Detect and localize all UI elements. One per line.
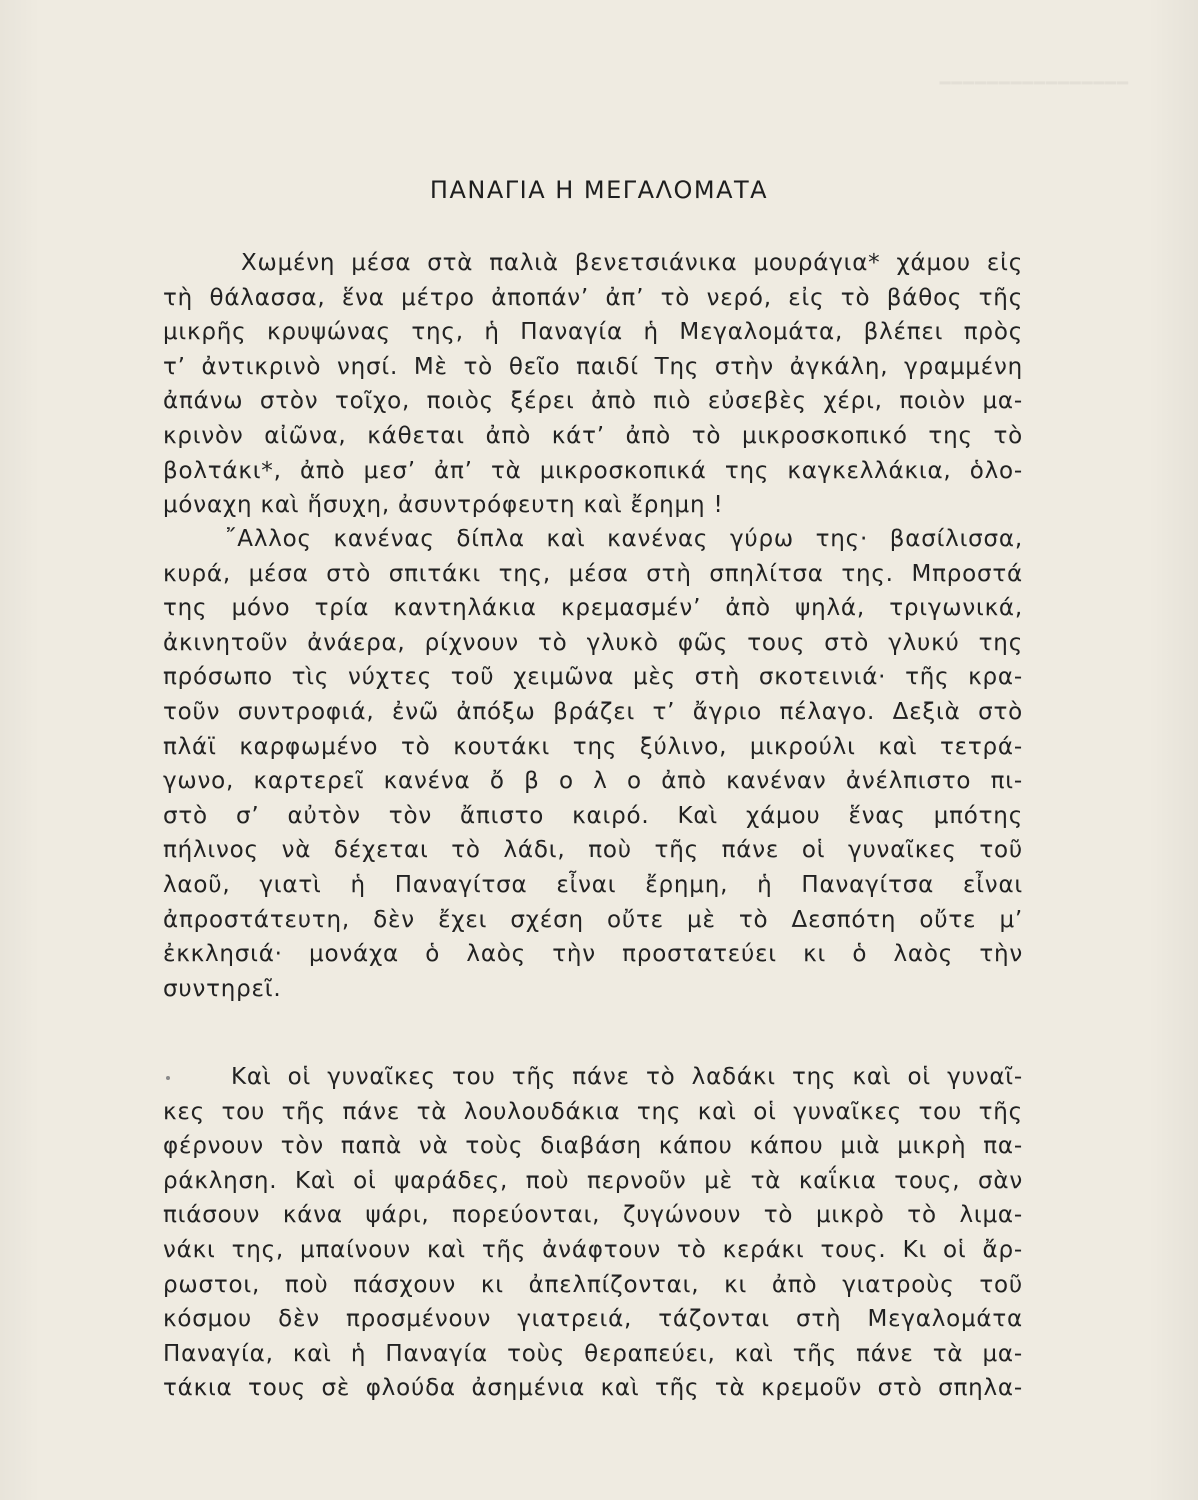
text-line: ἀπάνω στὸν τοῖχο, ποιὸς ξέρει ἀπὸ πιὸ εὐσεβὲς χέρι, ποιὸν μα- bbox=[163, 388, 1023, 415]
text-line: ῎Αλλος κανένας δίπλα καὶ κανένας γύρω της· βασίλισσα, bbox=[225, 526, 1023, 552]
text-line: συντηρεῖ. bbox=[163, 975, 282, 1002]
text-line: κυρά, μέσα στὸ σπιτάκι της, μέσα στὴ σπηλίτσα της. Μπροστά bbox=[163, 560, 1023, 587]
text-line: ἀκινητοῦν ἀνάερα, ρίχνουν τὸ γλυκὸ φῶς τους στὸ γλυκύ της bbox=[163, 629, 1023, 656]
paragraph-1 bbox=[163, 246, 1023, 523]
text-line: ράκληση. Καὶ οἱ ψαράδες, ποὺ περνοῦν μὲ τὰ καΐκια τους, σὰν bbox=[163, 1167, 1023, 1194]
text-line: βολτάκι*, ἀπὸ μεσ’ ἀπ’ τὰ μικροσκοπικά της καγκελλάκια, ὁλο- bbox=[163, 457, 1023, 484]
text-line: Χωμένη μέσα στὰ παλιὰ βενετσιάνικα μουράγια* χάμου εἰς bbox=[241, 250, 1023, 276]
text-line: μόναχη καὶ ἥσυχη, ἀσυντρόφευτη καὶ ἔρημη ! bbox=[163, 492, 724, 519]
text-line: ρωστοι, ποὺ πάσχουν κι ἀπελπίζονται, κι ἀπὸ γιατροὺς τοῦ bbox=[163, 1271, 1023, 1298]
paragraph-3 bbox=[163, 1060, 1023, 1406]
text-line: τὴ θάλασσα, ἕνα μέτρο ἀποπάν’ ἀπ’ τὸ νερό, εἰς τὸ βάθος τῆς bbox=[163, 284, 1023, 311]
text-line: μικρῆς κρυψώνας της, ἡ Παναγία ἡ Μεγαλομάτα, βλέπει πρὸς bbox=[163, 319, 1023, 346]
text-line: γωνο, καρτερεῖ κανένα ὄ β ο λ ο ἀπὸ κανέναν ἀνέλπιστο πι- bbox=[163, 768, 1023, 795]
text-line: λαοῦ, γιατὶ ἡ Παναγίτσα εἶναι ἔρημη, ἡ Παναγίτσα εἶναι bbox=[163, 871, 1023, 898]
text-line: πρόσωπο τὶς νύχτες τοῦ χειμῶνα μὲς στὴ σκοτεινιά· τῆς κρα- bbox=[163, 664, 1023, 691]
text-line: ἀπροστάτευτη, δὲν ἔχει σχέση οὔτε μὲ τὸ Δεσπότη οὔτε μ’ bbox=[163, 906, 1023, 933]
bleed-through-shade: ━━━━━━━━━━━━━━━━ bbox=[938, 73, 1128, 94]
text-line: πιάσουν κάνα ψάρι, πορεύονται, ζυγώνουν τὸ μικρὸ τὸ λιμα- bbox=[163, 1202, 1023, 1229]
text-line: πλάϊ καρφωμένο τὸ κουτάκι της ξύλινο, μικρούλι καὶ τετρά- bbox=[163, 733, 1023, 760]
text-line: Παναγία, καὶ ἡ Παναγία τοὺς θεραπεύει, καὶ τῆς πάνε τὰ μα- bbox=[163, 1340, 1023, 1367]
page-title: ΠΑΝΑΓΙΑ Η ΜΕΓΑΛΟΜΑΤΑ bbox=[429, 176, 769, 204]
paragraph-2 bbox=[163, 522, 1023, 1006]
text-line: φέρνουν τὸν παπὰ νὰ τοὺς διαβάση κάπου κάπου μιὰ μικρὴ πα- bbox=[163, 1133, 1023, 1160]
text-line: κρινὸν αἰῶνα, κάθεται ἀπὸ κάτ’ ἀπὸ τὸ μικροσκοπικό της τὸ bbox=[163, 422, 1023, 449]
text-line: τοῦν συντροφιά, ἐνῶ ἀπόξω βράζει τ’ ἄγριο πέλαγο. Δεξιὰ στὸ bbox=[163, 698, 1023, 725]
text-line: στὸ σ’ αὐτὸν τὸν ἄπιστο καιρό. Καὶ χάμου ἕνας μπότης bbox=[163, 802, 1023, 829]
text-line: τάκια τους σὲ φλούδα ἀσημένια καὶ τῆς τὰ κρεμοῦν στὸ σπηλα- bbox=[163, 1375, 1023, 1402]
text-line: της μόνο τρία καντηλάκια κρεμασμέν’ ἀπὸ ψηλά, τριγωνικά, bbox=[163, 595, 1023, 622]
text-line: ἐκκλησιά· μονάχα ὁ λαὸς τὴν προστατεύει κι ὁ λαὸς τὴν bbox=[163, 941, 1023, 968]
text-line: πήλινος νὰ δέχεται τὸ λάδι, ποὺ τῆς πάνε οἱ γυναῖκες τοῦ bbox=[163, 837, 1023, 864]
text-line: κες του τῆς πάνε τὰ λουλουδάκια της καὶ οἱ γυναῖκες του τῆς bbox=[163, 1098, 1023, 1125]
text-line: νάκι της, μπαίνουν καὶ τῆς ἀνάφτουν τὸ κεράκι τους. Κι οἱ ἄρ- bbox=[163, 1236, 1023, 1263]
text-line: Καὶ οἱ γυναῖκες του τῆς πάνε τὸ λαδάκι της καὶ οἱ γυναῖ- bbox=[231, 1064, 1023, 1090]
bleed-through-decoration bbox=[798, 66, 1128, 102]
text-line: τ’ ἀντικρινὸ νησί. Μὲ τὸ θεῖο παιδί Της στὴν ἀγκάλη, γραμμένη bbox=[163, 353, 1023, 380]
text-line: κόσμου δὲν προσμένουν γιατρειά, τάζονται στὴ Μεγαλομάτα bbox=[163, 1306, 1023, 1333]
